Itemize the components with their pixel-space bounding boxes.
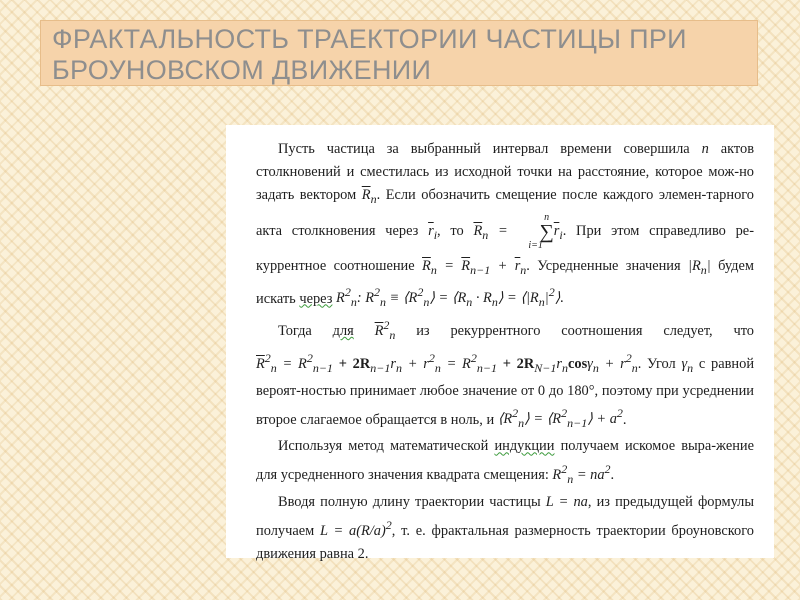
p2-text-a: Тогда [278,323,333,340]
average-result-formula: $⟨R^2_n⟩$ = $⟨R^2_{n-1}⟩ + a^2$ [497,406,623,431]
p1-text-g: будем искать [256,257,754,307]
p1-text-d: , то [437,222,474,239]
abs-Rn: $|R_n|$ [688,257,711,277]
paragraph-2: Тогда для $\overline{R}^2_n$ из рекуррентного соотношения следует, что $\overline{R}^2_n = R^2_{n-1} + 2R_{n-1}r_n + r^2_n = R^2_{n-1} + 2R_{N-1}r_n\cos\gamma_n + r^2_n$. Угол $\gamma_n$ с равной вероят-ностью принимает любое значение от 0 до 180°, поэтому при усреднении второе слагаемое обращается в ноль, и $⟨R^2_n⟩$ = $⟨R^2_{n-1}⟩ + a^2$. [256,318,755,431]
vector-ri: $\overline{r}_i$ [428,222,438,242]
p1-text-f: . Усредненные значения [526,257,689,274]
p1-var-n: n [701,141,709,157]
p2-text-e: с равной вероят-ностью принимает любое значение от 0 до 180°, поэтому при усреднении второе слагаемое обращается в ноль, и [256,355,755,428]
recurrence-formula: $\overline{R}_n = \overline{R}_{n-1} + \overline{r}_n$ [422,257,527,277]
p4-text-c: , т. е. фрактальная размерность траектории броуновского движения равна 2. [256,522,754,562]
paragraph-1 [256,138,754,314]
vector-Rn: $\overline{R}_n$ [361,187,377,206]
document-text [256,138,754,566]
p1-word-cherez: через [299,290,333,307]
avg-definition: $R^2_n$: $R^2_n$ ≡ $⟨R^2_n⟩$ = $⟨R_n$ · $R_n⟩$ = $⟨|R_n|^2⟩$. [336,285,564,310]
dimension-formula: $L = a(R/a)^2$ [320,517,392,539]
expanded-formula: $\overline{R}^2_n = R^2_{n-1} + 2R_{n-1}r_n + r^2_n = R^2_{n-1} + 2R_{N-1}r_n\cos\gamma_n + r^2_n$ [256,350,638,375]
p3-text-b: получаем искомое выра-жение для усредненного значения квадрата смещения: [256,438,754,484]
p1-text-c: . Если обозначить смещение после каждого элемен-тарного акта столкновения через [256,187,755,239]
slide-title-line-2: БРОУНОВСКОМ ДВИЖЕНИИ [52,55,432,85]
angle-gamma: $\gamma_n$ [681,355,694,375]
slide-title-bar [40,20,758,86]
p1-text-e: . При этом справедливо ре-куррентное соотношение [256,222,754,274]
paragraph-4 [256,491,754,566]
slide-title [52,24,748,86]
p2-Rn2: $\overline{R}^2_n$ [374,318,396,342]
p4-text-a: Вводя полную длину траектории частицы [278,493,546,510]
p2-word-dlya: для [332,323,354,340]
p1-text-a: Пусть частица за выбранный интервал времени совершила [278,141,702,157]
p1-text-b: актов столкновений и сместилась из исходной точки на расстояние, которое мож-но задать вектором [256,141,754,203]
p3-text-a: Используя метод математической [278,438,495,455]
p3-word-induction: индукции [494,438,555,455]
document-image [226,125,774,562]
slide-title-line-1: ФРАКТАЛЬНОСТЬ ТРАЕКТОРИИ ЧАСТИЦЫ ПРИ [52,24,687,54]
final-formula: $R^2_n = na^2$ [552,462,611,486]
p2-text-d: . Угол [637,355,682,372]
length-formula: L = na [545,493,588,510]
sum-sign: n ∑ i=1 [528,211,554,251]
p2-text-c: из рекуррентного соотношения следует, что [395,323,754,340]
sum-formula: $\overline{R}_n = n$ ∑ $i=1\overline{r}_i$ [473,211,563,251]
paragraph-3: Используя метод математической индукции получаем искомое выра-жение для усредненного значения квадрата смещения: $R^2_n = na^2$. [256,438,754,486]
p4-text-b: , из предыдущей формулы получаем [256,493,754,539]
